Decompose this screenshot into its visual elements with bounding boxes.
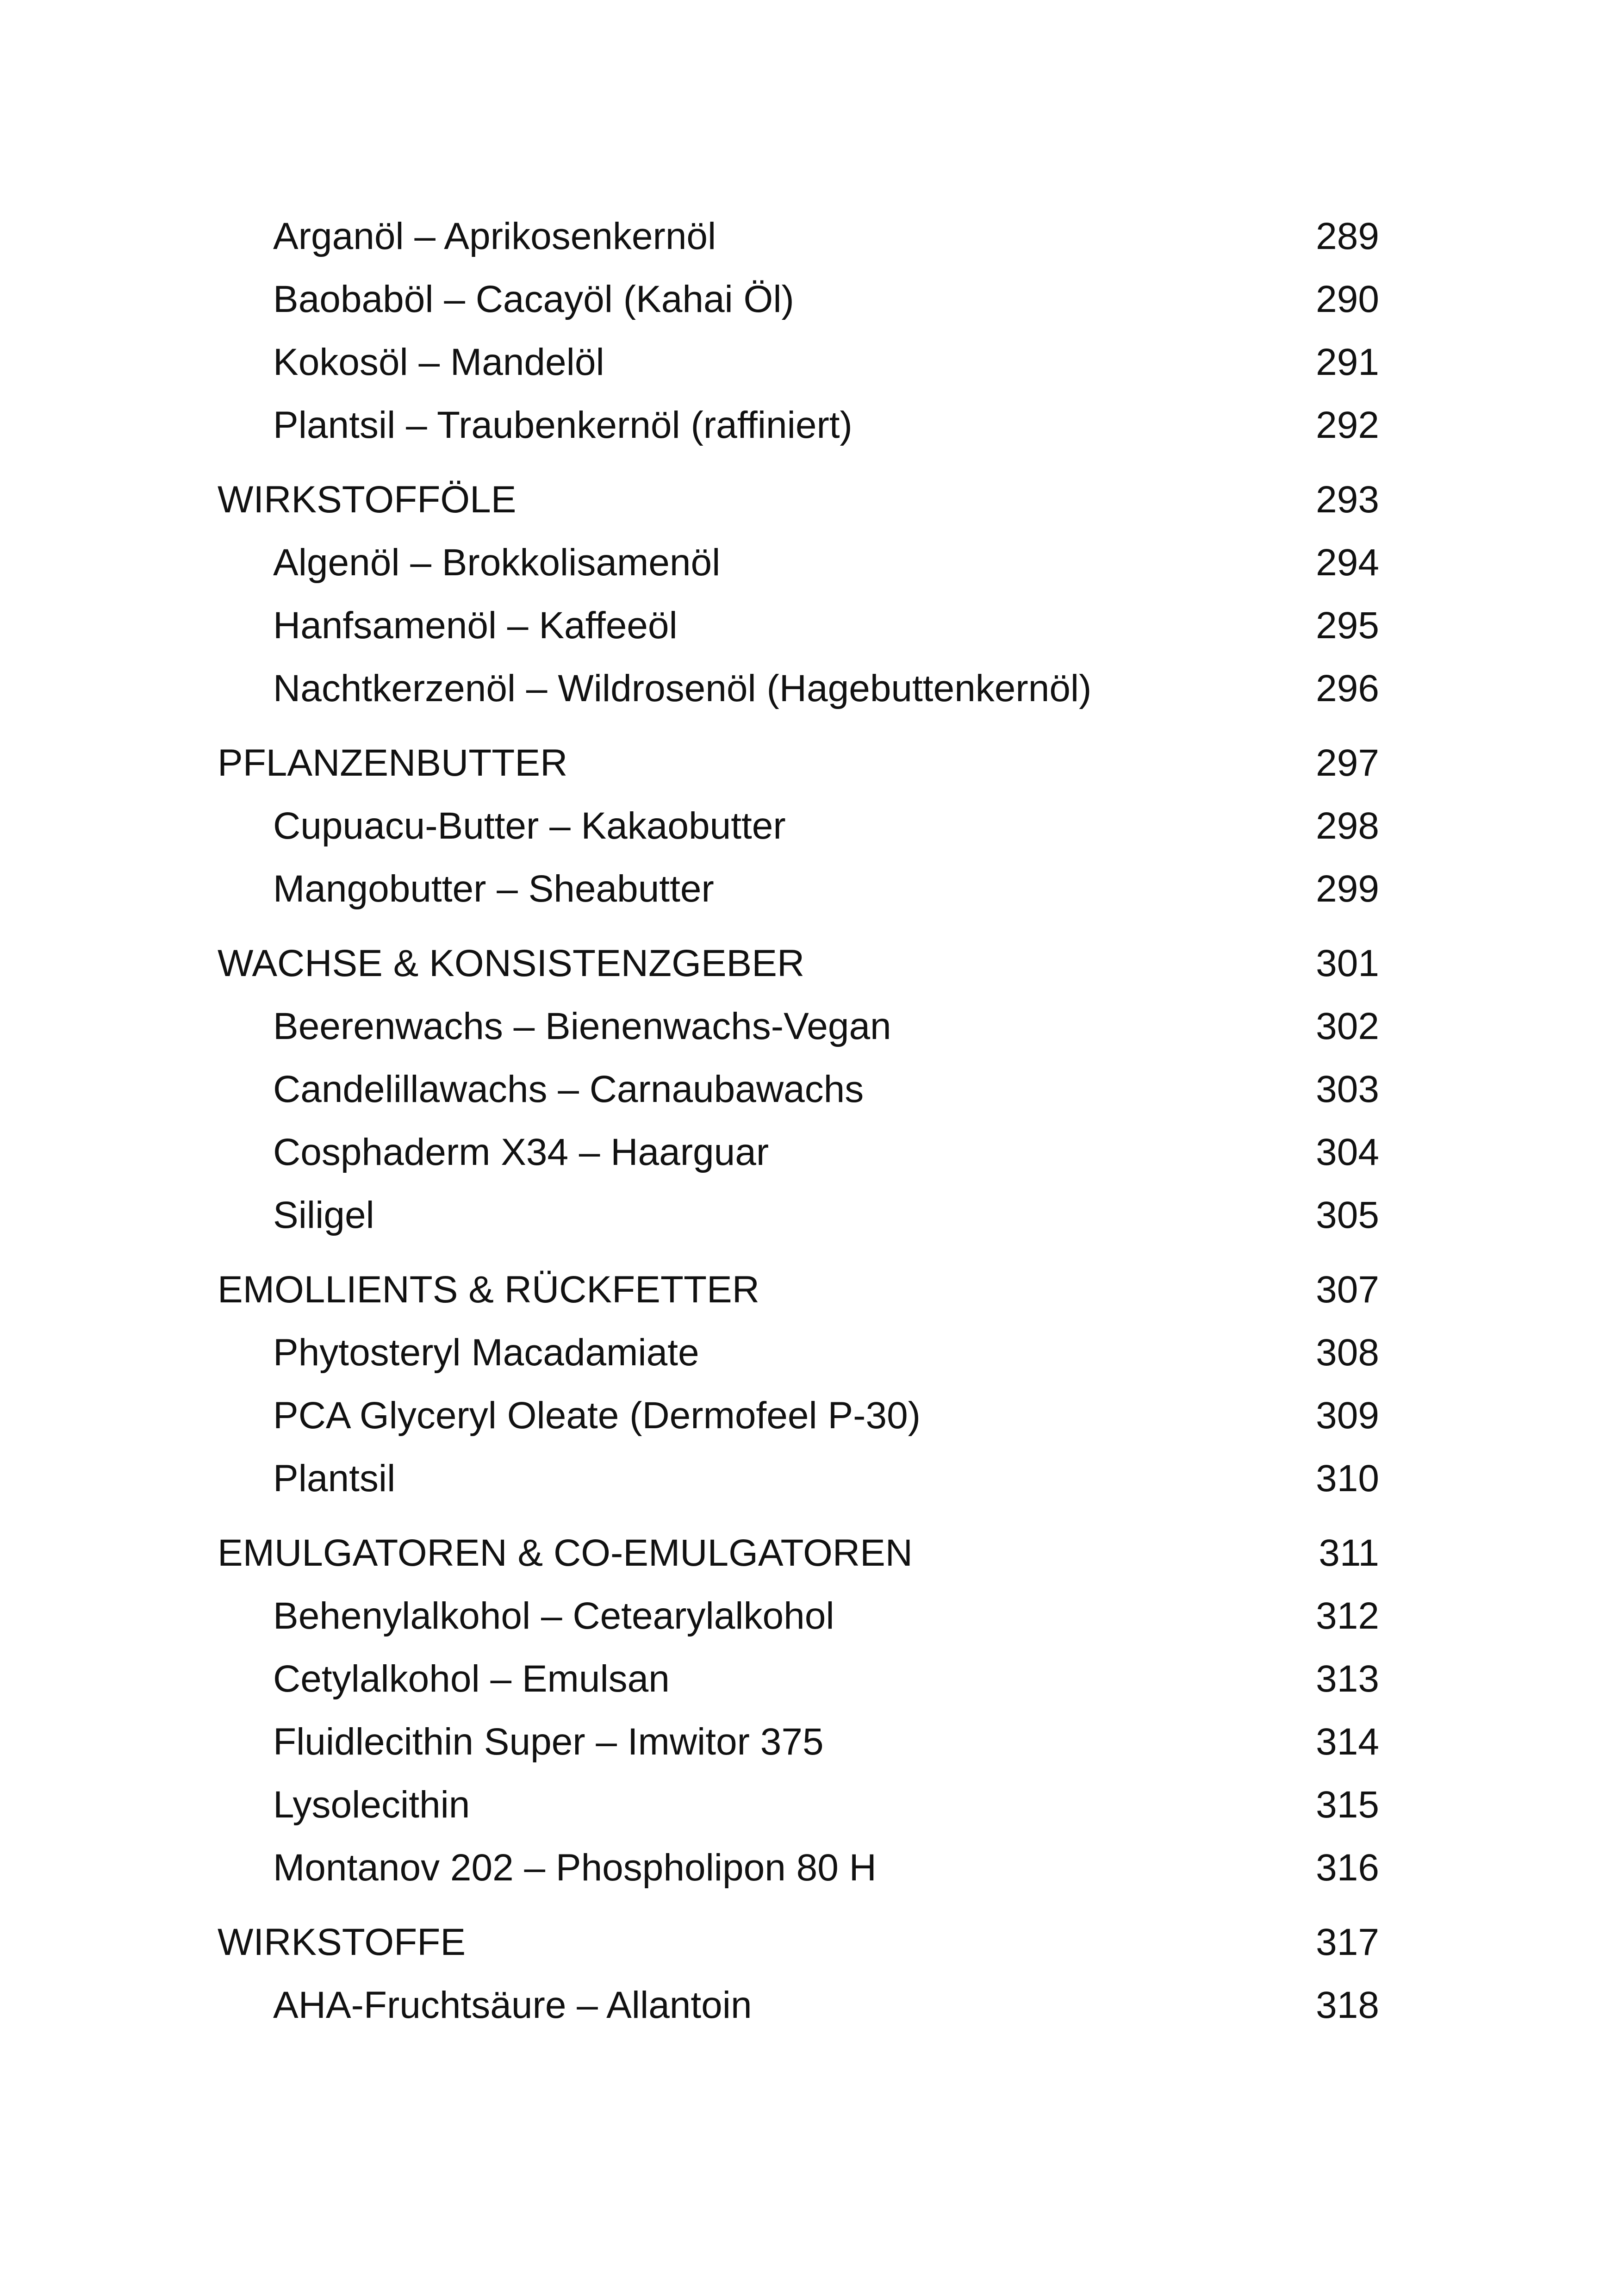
toc-entry: [218, 1058, 1379, 1121]
toc-page-number: 312: [1316, 1595, 1379, 1637]
toc-page-number: 291: [1316, 341, 1379, 383]
toc-entry: [218, 1836, 1379, 1899]
toc-page-number: 317: [1316, 1921, 1379, 1963]
toc-page-number: 295: [1316, 604, 1379, 647]
toc-entry: [218, 331, 1379, 394]
toc-section-title: EMOLLIENTS & RÜCKFETTER: [218, 1269, 759, 1311]
toc-page-number: 305: [1316, 1194, 1379, 1236]
toc-section-title: WIRKSTOFFE: [218, 1921, 466, 1963]
toc-entry: [218, 858, 1379, 921]
toc-section-heading: [218, 1911, 1379, 1974]
toc-page-number: 302: [1316, 1005, 1379, 1047]
toc-entry: [218, 531, 1379, 594]
toc-page-number: 310: [1316, 1457, 1379, 1500]
toc-entry-title: Baobaböl – Cacayöl (Kahai Öl): [273, 278, 794, 320]
toc-page-number: 309: [1316, 1394, 1379, 1437]
toc-entry-title: Plantsil: [273, 1457, 396, 1500]
toc-page-number: 313: [1316, 1658, 1379, 1700]
toc-entry: [218, 394, 1379, 457]
toc-entry-title: Siligel: [273, 1194, 374, 1236]
toc-entry: [218, 995, 1379, 1058]
toc-section-title: WIRKSTOFFÖLE: [218, 479, 517, 521]
toc-page-number: 298: [1316, 805, 1379, 847]
toc-entry-title: Mangobutter – Sheabutter: [273, 868, 714, 910]
toc-page-number: 311: [1319, 1532, 1379, 1574]
toc-entry-title: Hanfsamenöl – Kaffeeöl: [273, 604, 678, 647]
toc-entry: [218, 657, 1379, 720]
toc-entry-title: Nachtkerzenöl – Wildrosenöl (Hagebuttenkernöl): [273, 667, 1092, 709]
toc-page-number: 308: [1316, 1332, 1379, 1374]
toc-entry-title: Kokosöl – Mandelöl: [273, 341, 604, 383]
toc-page-number: 289: [1316, 215, 1379, 257]
toc-page-number: 297: [1316, 742, 1379, 784]
toc-section-title: EMULGATOREN & CO-EMULGATOREN: [218, 1532, 913, 1574]
toc-entry: [218, 1321, 1379, 1384]
toc-section-title: WACHSE & KONSISTENZGEBER: [218, 942, 805, 984]
toc-entry-title: Behenylalkohol – Cetearylalkohol: [273, 1595, 834, 1637]
toc-entry-title: Cupuacu-Butter – Kakaobutter: [273, 805, 786, 847]
toc-page-number: 318: [1316, 1984, 1379, 2026]
toc-entry: [218, 1585, 1379, 1648]
toc-page-number: 315: [1316, 1784, 1379, 1826]
toc-page-number: 290: [1316, 278, 1379, 320]
toc-entry-title: Fluidlecithin Super – Imwitor 375: [273, 1721, 824, 1763]
toc-section-heading: [218, 468, 1379, 531]
toc-page-number: 293: [1316, 479, 1379, 521]
toc-entry-title: Lysolecithin: [273, 1784, 470, 1826]
toc-entry: [218, 1648, 1379, 1711]
toc-entry: [218, 1773, 1379, 1836]
toc-entry: [218, 268, 1379, 331]
toc-entry-title: Algenöl – Brokkolisamenöl: [273, 541, 721, 584]
toc-entry: [218, 1974, 1379, 2037]
toc-entry: [218, 1447, 1379, 1510]
toc-entry-title: Cosphaderm X34 – Haarguar: [273, 1131, 769, 1173]
toc-page-number: 292: [1316, 404, 1379, 446]
toc-entry: [218, 1121, 1379, 1184]
toc-page-number: 303: [1316, 1068, 1379, 1110]
table-of-contents: [218, 205, 1379, 2037]
toc-page-number: 296: [1316, 667, 1379, 709]
toc-entry-title: Plantsil – Traubenkernöl (raffiniert): [273, 404, 853, 446]
toc-page-number: 301: [1316, 942, 1379, 984]
toc-entry: [218, 1711, 1379, 1773]
toc-entry: [218, 205, 1379, 268]
toc-page-number: 307: [1316, 1269, 1379, 1311]
toc-section-heading: [218, 1522, 1379, 1585]
toc-page-number: 294: [1316, 541, 1379, 584]
toc-section-title: PFLANZENBUTTER: [218, 742, 568, 784]
toc-entry-title: Arganöl – Aprikosenkernöl: [273, 215, 716, 257]
toc-entry-title: Cetylalkohol – Emulsan: [273, 1658, 670, 1700]
toc-entry-title: Phytosteryl Macadamiate: [273, 1332, 699, 1374]
toc-entry-title: Beerenwachs – Bienenwachs-Vegan: [273, 1005, 891, 1047]
toc-entry-title: AHA-Fruchtsäure – Allantoin: [273, 1984, 752, 2026]
toc-entry-title: Montanov 202 – Phospholipon 80 H: [273, 1847, 877, 1889]
toc-entry: [218, 1184, 1379, 1247]
toc-entry: [218, 795, 1379, 858]
toc-entry: [218, 1384, 1379, 1447]
toc-page-number: 316: [1316, 1847, 1379, 1889]
toc-page-number: 299: [1316, 868, 1379, 910]
toc-entry: [218, 594, 1379, 657]
toc-section-heading: [218, 932, 1379, 995]
toc-section-heading: [218, 1258, 1379, 1321]
toc-section-heading: [218, 732, 1379, 795]
toc-page-number: 304: [1316, 1131, 1379, 1173]
toc-entry-title: Candelillawachs – Carnaubawachs: [273, 1068, 864, 1110]
toc-page-number: 314: [1316, 1721, 1379, 1763]
toc-entry-title: PCA Glyceryl Oleate (Dermofeel P-30): [273, 1394, 921, 1437]
